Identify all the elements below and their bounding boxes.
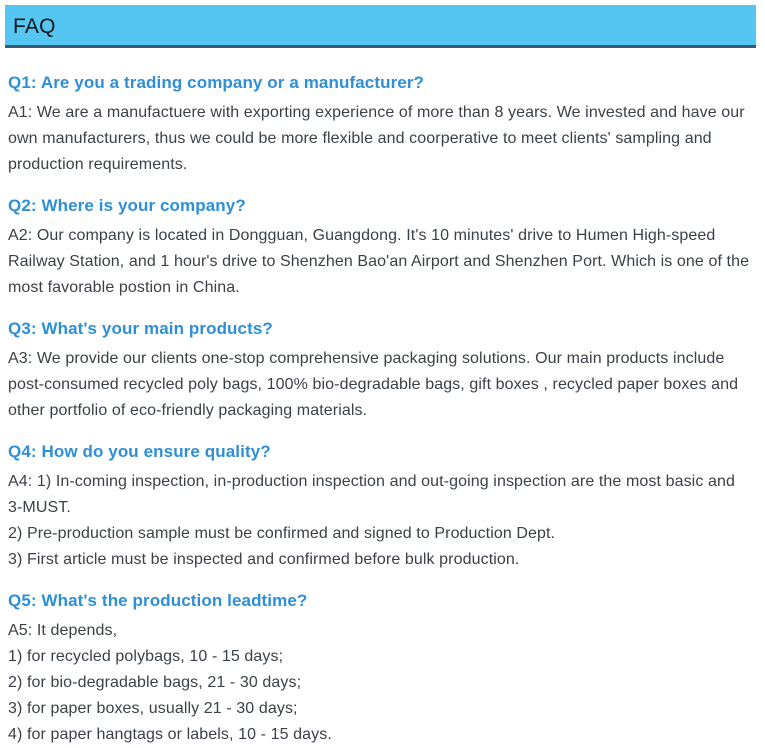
faq-question: Q3: What's your main products?: [8, 319, 273, 338]
answer-paragraph: 1) for recycled polybags, 10 - 15 days;: [8, 648, 284, 665]
faq-item: [8, 195, 753, 301]
answer-paragraph: A3: We provide our clients one-stop comprehensive packaging solutions. Our main products include post-consumed recycled poly bags, 100% bio-degradable bags, gift boxes , recycled paper boxes and other portfolio of eco-friendly packaging materials.: [8, 350, 739, 419]
answer-paragraph: 4) for paper hangtags or labels, 10 - 15 days.: [8, 726, 332, 743]
answer-paragraph: 2) Pre-production sample must be confirmed and signed to Production Dept.: [8, 525, 556, 542]
answer-paragraph: 3) for paper boxes, usually 21 - 30 days;: [8, 700, 298, 717]
answer-paragraph: A5: It depends,: [8, 622, 118, 639]
faq-question: Q5: What's the production leadtime?: [8, 591, 308, 610]
faq-item: [8, 441, 753, 573]
faq-content: [0, 48, 765, 748]
faq-question: Q2: Where is your company?: [8, 196, 246, 215]
faq-answer: [8, 618, 753, 748]
page-title: FAQ: [13, 15, 56, 38]
answer-paragraph: 3) First article must be inspected and confirmed before bulk production.: [8, 551, 520, 568]
faq-answer: [8, 223, 753, 301]
answer-paragraph: 2) for bio-degradable bags, 21 - 30 days;: [8, 674, 302, 691]
faq-item: [8, 318, 753, 424]
answer-paragraph: A2: Our company is located in Dongguan, Guangdong. It's 10 minutes' drive to Humen High-speed Railway Station, and 1 hour's drive to Shenzhen Bao'an Airport and Shenzhen Port. Which is one of the most favorable postion in China.: [8, 227, 750, 296]
faq-question: Q4: How do you ensure quality?: [8, 442, 271, 461]
answer-paragraph: A4: 1) In-coming inspection, in-production inspection and out-going inspection are the most basic and 3-MUST.: [8, 473, 735, 516]
faq-item: [8, 590, 753, 748]
faq-answer: [8, 100, 753, 178]
answer-paragraph: A1: We are a manufactuere with exporting experience of more than 8 years. We invested and have our own manufacturers, thus we could be more flexible and coorperative to meet clients' sampling and production requirements.: [8, 104, 745, 173]
faq-list: [8, 72, 753, 748]
faq-question: Q1: Are you a trading company or a manufacturer?: [8, 73, 425, 92]
faq-answer: [8, 469, 753, 573]
faq-header: [5, 5, 756, 48]
faq-answer: [8, 346, 753, 424]
faq-item: [8, 72, 753, 178]
